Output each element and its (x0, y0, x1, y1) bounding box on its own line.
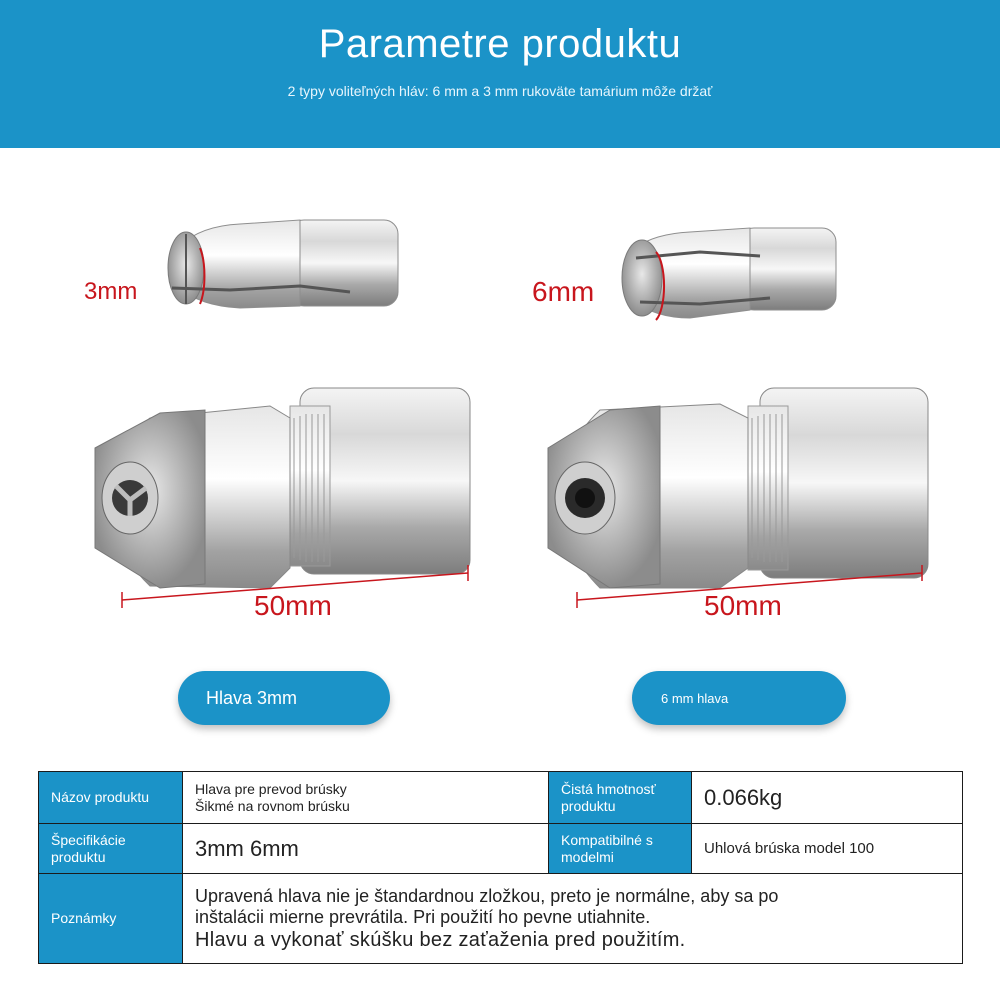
length-label-left: 50mm (254, 590, 332, 621)
adapter-left (95, 388, 470, 588)
table-header-cell (39, 874, 183, 964)
head-3mm-badge (178, 671, 390, 725)
size-label-3mm: 3mm (84, 278, 138, 305)
table-header-cell (549, 824, 692, 874)
product-name-header: Názov produktu (51, 789, 150, 805)
collet-3mm (168, 220, 398, 308)
header-banner (0, 0, 1000, 148)
product-name-line1: Hlava pre prevod brúsky (195, 780, 347, 797)
product-name-line2: Šikmé na rovnom brúsku (195, 797, 350, 814)
net-weight-value: 0.066kg (704, 784, 783, 810)
page-subtitle: 2 typy voliteľných hláv: 6 mm a 3 mm rukoväte tamárium môže držať (287, 83, 713, 99)
notes-line3: Hlavu a vykonať skúšku bez zaťaženia pred použitím. (195, 928, 686, 951)
spec-header: Špecifikácie produktu (51, 831, 126, 865)
head-3mm-badge-label: Hlava 3mm (206, 687, 298, 708)
table-header-cell (549, 772, 692, 824)
table-header-cell (39, 772, 183, 824)
compatible-value: Uhlová brúska model 100 (704, 840, 875, 857)
notes-header: Poznámky (51, 910, 117, 926)
product-illustration (0, 148, 1000, 648)
collet-6mm (622, 228, 836, 320)
table-row (39, 824, 963, 874)
size-label-6mm: 6mm (532, 276, 595, 307)
table-cell (183, 772, 549, 824)
notes-cell (183, 874, 963, 964)
head-6mm-badge-label: 6 mm hlava (661, 690, 729, 706)
page-title: Parametre produktu (318, 22, 682, 66)
spec-value: 3mm 6mm (195, 835, 299, 861)
table-row (39, 874, 963, 964)
table-cell (183, 824, 549, 874)
adapter-right (548, 388, 928, 588)
length-label-right: 50mm (704, 590, 782, 621)
notes-line2: inštalácii mierne prevrátila. Pri použití ho pevne utiahnite. (195, 906, 651, 927)
product-drawing (0, 148, 1000, 648)
table-cell (692, 772, 963, 824)
head-6mm-badge (632, 671, 846, 725)
net-weight-header: Čistá hmotnosť produktu (561, 780, 656, 814)
table-cell (692, 824, 963, 874)
compatible-header: Kompatibilné s modelmi (561, 831, 653, 865)
spec-table (38, 771, 963, 964)
table-row (39, 772, 963, 824)
notes-line1: Upravená hlava nie je štandardnou zložkou, preto je normálne, aby sa po (195, 885, 779, 906)
table-header-cell (39, 824, 183, 874)
